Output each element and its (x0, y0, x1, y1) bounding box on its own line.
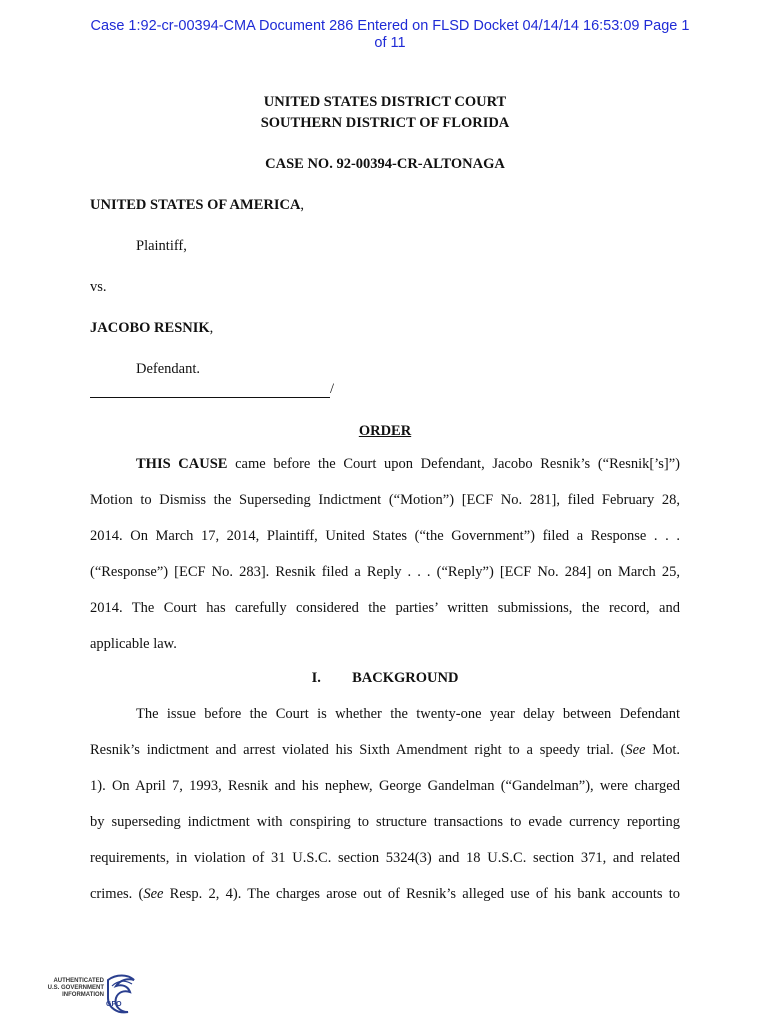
background-paragraph (90, 696, 680, 912)
caption-rule (90, 397, 330, 398)
eagle-seal-icon (102, 972, 138, 1016)
this-cause: THIS CAUSE (136, 456, 228, 472)
gpo-authentication-logo (46, 972, 136, 1016)
plaintiff-role: Plaintiff, (136, 238, 187, 254)
paragraph-line (90, 732, 680, 768)
defendant-role: Defendant. (136, 361, 201, 377)
gpo-mark: GPO (106, 1001, 122, 1008)
gpo-text (46, 978, 104, 999)
paragraph-line: The issue before the Court is whether the twenty-one year delay between Defendant (136, 706, 680, 722)
plaintiff-name: UNITED STATES OF AMERICA (90, 197, 301, 213)
order-title: ORDER (358, 423, 412, 439)
court-district: SOUTHERN DISTRICT OF FLORIDA (260, 115, 510, 131)
defendant-comma: , (209, 320, 214, 336)
paragraph-line: 2014. The Court has carefully considered the parties’ written submissions, the record, and (90, 600, 680, 616)
paragraph-text: crimes. ( (90, 886, 144, 902)
docket-header (40, 18, 740, 52)
paragraph-text: Mot. (645, 742, 680, 758)
paragraph-text: Resp. 2, 4). The charges arose out of Resnik’s alleged use of his bank accounts to (163, 886, 680, 902)
docket-header-line2: of 11 (374, 35, 406, 51)
paragraph-line: applicable law. (90, 636, 177, 652)
defendant-name: JACOBO RESNIK (90, 320, 210, 336)
case-number: CASE NO. 92-00394-CR-ALTONAGA (265, 156, 505, 172)
paragraph-line (90, 876, 680, 912)
caption-slash: / (330, 381, 335, 397)
docket-header-line1: Case 1:92-cr-00394-CMA Document 286 Entered on FLSD Docket 04/14/14 16:53:09 Page 1 (90, 18, 690, 34)
paragraph-text: came before the Court upon Defendant, Jacobo Resnik’s (“Resnik[’s]”) (227, 456, 680, 472)
section-numeral: I. (311, 670, 321, 686)
plaintiff-name-line (90, 197, 304, 214)
gpo-text-line: U.S. GOVERNMENT (47, 985, 104, 991)
section-heading (0, 670, 770, 687)
paragraph-line: requirements, in violation of 31 U.S.C. section 5324(3) and 18 U.S.C. section 371, and related (90, 850, 680, 866)
paragraph-line: Motion to Dismiss the Superseding Indictment (“Motion”) [ECF No. 281], filed February 28, (90, 492, 680, 508)
paragraph-text: Resnik’s indictment and arrest violated his Sixth Amendment right to a speedy trial. ( (90, 742, 626, 758)
defendant-name-line (90, 320, 213, 337)
citation-signal: See (625, 742, 646, 758)
gpo-text-line: INFORMATION (62, 992, 104, 998)
court-name: UNITED STATES DISTRICT COURT (263, 94, 507, 110)
gpo-text-line: AUTHENTICATED (53, 978, 104, 984)
section-title: BACKGROUND (352, 670, 459, 686)
paragraph-line: by superseding indictment with conspiring to structure transactions to evade currency reporting (90, 814, 680, 830)
paragraph-line: (“Response”) [ECF No. 283]. Resnik filed a Reply . . . (“Reply”) [ECF No. 284] on March 25, (90, 564, 680, 580)
paragraph-line (90, 446, 680, 482)
order-paragraph-1 (90, 446, 680, 662)
versus: vs. (90, 279, 107, 295)
citation-signal: See (143, 886, 164, 902)
paragraph-line: 2014. On March 17, 2014, Plaintiff, United States (“the Government”) filed a Response . . . (90, 528, 680, 544)
paragraph-line: 1). On April 7, 1993, Resnik and his nephew, George Gandelman (“Gandelman”), were charged (90, 778, 680, 794)
plaintiff-comma: , (300, 197, 305, 213)
